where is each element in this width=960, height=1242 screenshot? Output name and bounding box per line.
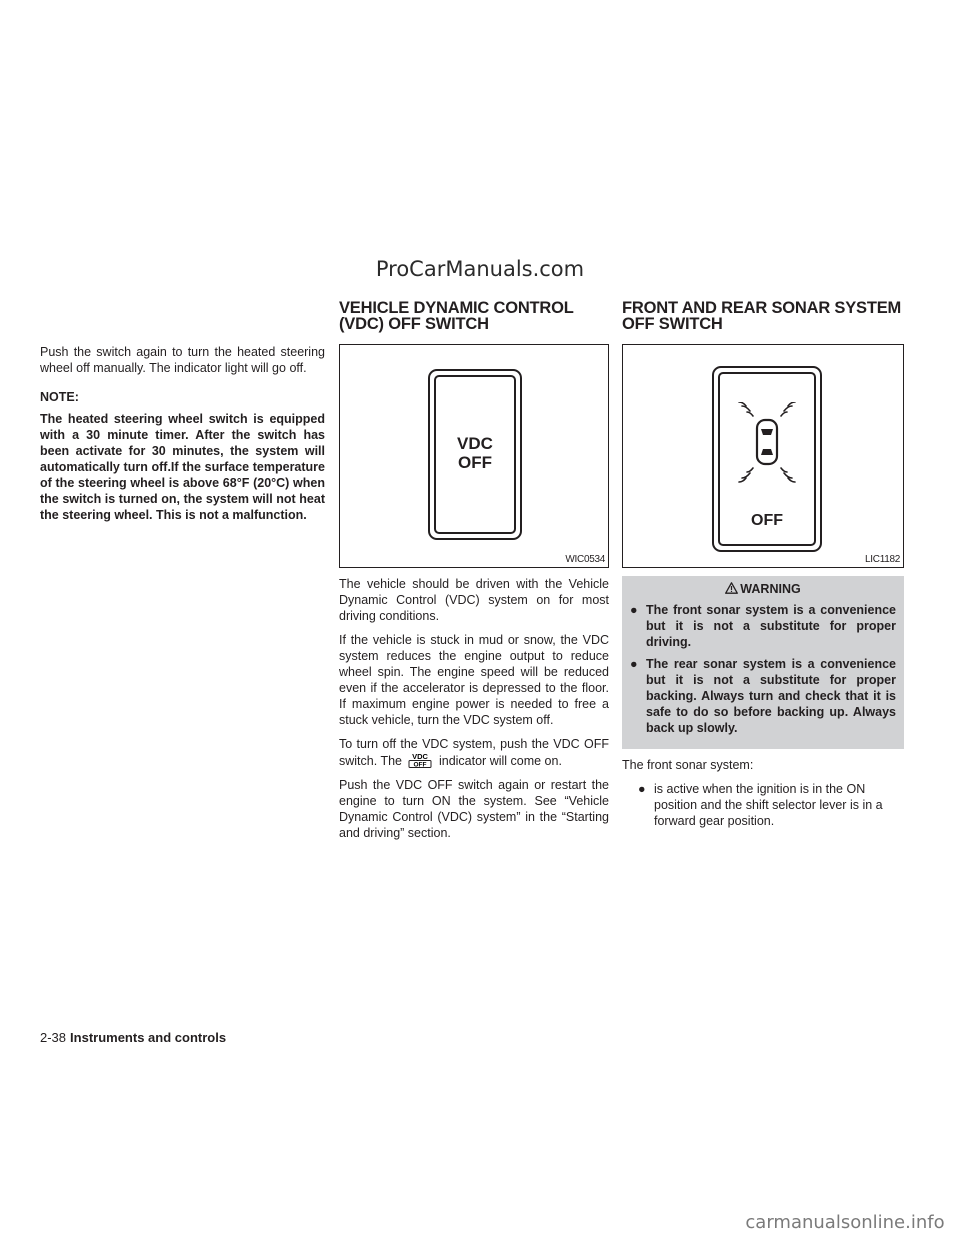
vdc-p3-after: indicator will come on. [438,754,562,768]
warning-item [630,656,896,736]
sonar-car-icon [733,402,801,488]
vdc-switch-button [434,375,516,534]
vdc-off-indicator-icon [405,752,435,768]
vdc-paragraph-3 [339,736,609,769]
vdc-p3-before: To turn off the VDC system, push the VDC OFF switch. The [339,737,609,768]
bullet-icon: ● [638,782,646,796]
column-sonar [622,300,904,829]
vdc-paragraph-4: Push the VDC OFF switch again or restart the engine to turn ON the system. See “Vehicle Dynamic Control (VDC) system” in the “Starting and driving” section. [339,778,609,840]
page-footer [40,1030,226,1045]
sonar-switch-button [718,372,816,546]
bullet-icon: ● [630,603,638,617]
vdc-figure-line1: VDC [457,434,493,453]
sonar-switch-figure [622,344,904,568]
vdc-section-heading: VEHICLE DYNAMIC CONTROL (VDC) OFF SWITCH [339,299,574,333]
vdc-paragraph-2: If the vehicle is stuck in mud or snow, the VDC system reduces the engine output to reduce wheel spin. The engine speed will be reduced even if the accelerator is depressed to the floor. If maximum engine power is needed to free a stuck vehicle, turn the VDC system off. [339,633,609,727]
warning-item-text: The front sonar system is a convenience but it is not a substitute for proper driving. [646,603,896,649]
sonar-switch-bezel [712,366,822,552]
warning-title [630,580,896,598]
sonar-figure-label: OFF [751,512,783,529]
column-vdc [339,300,609,849]
vdc-icon-top-text: VDC [412,752,429,761]
heated-steering-intro: Push the switch again to turn the heated steering wheel off manually. The indicator light will go off. [40,345,325,375]
vdc-paragraph-1: The vehicle should be driven with the Vehicle Dynamic Control (VDC) system on for most driving conditions. [339,577,609,623]
warning-title-text: WARNING [740,582,801,596]
front-sonar-item-text: is active when the ignition is in the ON position and the shift selector lever is in a forward gear position. [654,782,883,828]
vdc-figure-line2: OFF [458,453,492,472]
vdc-icon-bottom-text: OFF [413,761,427,768]
sonar-section-heading: FRONT AND REAR SONAR SYSTEM OFF SWITCH [622,299,902,333]
section-name: Instruments and controls [70,1030,227,1045]
front-sonar-list-item [630,781,904,829]
watermark-top: ProCarManuals.com [375,257,585,281]
warning-box [622,576,904,749]
vdc-switch-bezel [428,369,522,540]
vdc-switch-figure [339,344,609,568]
sonar-figure-code: LIC1182 [865,554,900,565]
page-number: 2-38 [40,1030,67,1045]
column-heated-steering [40,344,325,531]
warning-triangle-icon [725,582,738,594]
bullet-icon: ● [630,657,638,671]
front-sonar-intro: The front sonar system: [622,758,754,772]
note-text: The heated steering wheel switch is equipped with a 30 minute timer. After the switch has been activate for 30 minutes, the system will automatically turn off.If the surface temperature of the steering wheel is above 68°F (20°C) when the switch is turned on, the system will not heat the steering wheel. This is not a malfunction. [40,412,325,522]
vdc-figure-code: WIC0534 [565,554,605,565]
warning-item [630,602,896,650]
watermark-bottom: carmanualsonline.info [745,1212,945,1233]
warning-item-text: The rear sonar system is a convenience but it is not a substitute for proper backing. Always turn and check that it is safe to do so before backing up. Always back up slowly. [646,657,896,735]
note-heading: NOTE: [40,390,79,404]
